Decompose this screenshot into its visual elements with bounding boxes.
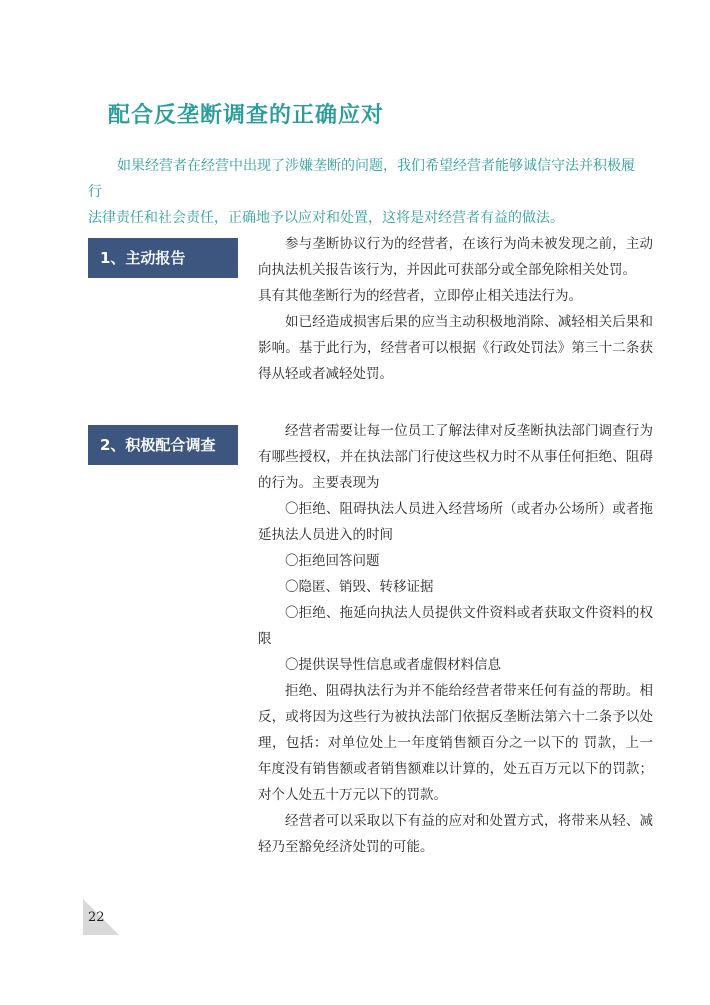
intro-line-1: 如果经营者在经营中出现了涉嫌垄断的问题，我们希望经营者能够诚信守法并积极履行 bbox=[88, 158, 635, 200]
list-item: 〇隐匿、销毁、转移证据 bbox=[285, 579, 434, 595]
paragraph: 参与垄断协议行为的经营者，在该行为尚未被发现之前，主动向执法机关报告该行为，并因此可获部分或全部免除相关处罚。 bbox=[258, 236, 653, 278]
section-heading-cooperate: 2、积极配合调查 bbox=[88, 425, 238, 465]
section-heading-report: 1、主动报告 bbox=[88, 238, 238, 278]
list-item: 〇拒绝回答问题 bbox=[285, 553, 380, 569]
list-item: 〇提供误导性信息或者虚假材料信息 bbox=[285, 657, 501, 673]
intro-line-2: 法律责任和社会责任，正确地予以应对和处置，这将是对经营者有益的做法。 bbox=[88, 210, 564, 226]
intro-paragraph bbox=[88, 153, 648, 231]
paragraph: 经营者可以采取以下有益的应对和处置方式，将带来从轻、减轻乃至豁免经济处罚的可能。 bbox=[258, 813, 653, 855]
paragraph: 如已经造成损害后果的应当主动积极地消除、减轻相关后果和影响。基于此行为，经营者可以根据《行政处罚法》第三十二条获得从轻或者减轻处罚。 bbox=[258, 314, 653, 382]
page-title: 配合反垄断调查的正确应对 bbox=[108, 103, 385, 128]
paragraph: 拒绝、阻碍执法行为并不能给经营者带来任何有益的帮助。相反，或将因为这些行为被执法部门依据反垄断法第六十二条予以处理，包括：对单位处上一年度销售额百分之一以下的 罚款，上一年度没有销售额或者销售额难以计算的，处五百万元以下的罚款；对个人处五十万元以下的罚款。 bbox=[258, 683, 653, 803]
list-item: 〇拒绝、拖延向执法人员提供文件资料或者获取文件资料的权限 bbox=[258, 605, 653, 647]
list-item: 〇拒绝、阻碍执法人员进入经营场所（或者办公场所）或者拖延执法人员进入的时间 bbox=[258, 501, 653, 543]
section-body-cooperate bbox=[258, 418, 653, 860]
paragraph: 具有其他垄断行为的经营者，立即停止相关违法行为。 bbox=[258, 288, 582, 304]
page-number: 22 bbox=[88, 910, 105, 925]
section-body-report bbox=[258, 231, 653, 387]
paragraph: 经营者需要让每一位员工了解法律对反垄断执法部门调查行为有哪些授权，并在执法部门行使这些权力时不从事任何拒绝、阻碍的行为。主要表现为 bbox=[258, 423, 653, 491]
